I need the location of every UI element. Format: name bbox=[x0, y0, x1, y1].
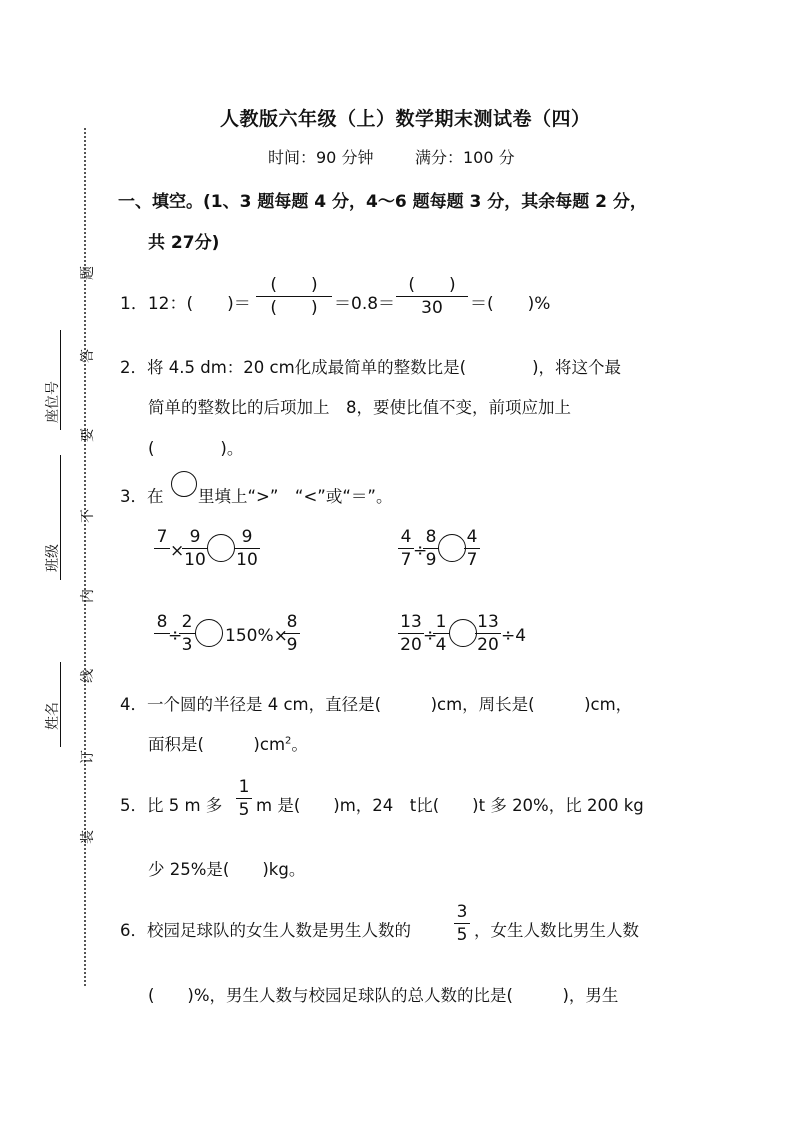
q1-fraction-2 bbox=[396, 275, 468, 318]
q3-lead: 3．在 bbox=[120, 487, 164, 506]
q2-line2: 简单的整数比的后项加上 8，要使比值不变，前项应加上 bbox=[148, 398, 571, 417]
section-heading: 一、填空。(1、3 题每题 4 分，4～6 题每题 3 分，其余每题 2 分， bbox=[118, 192, 647, 212]
q6-fraction bbox=[454, 902, 470, 945]
q1-frac1-num[interactable]: ( ) bbox=[270, 275, 318, 295]
q3b-left-fraction bbox=[398, 527, 414, 570]
binding-dotted-line bbox=[84, 128, 86, 986]
q1-eq: ＝0.8＝ bbox=[334, 294, 396, 314]
frac-den: 5 bbox=[238, 800, 250, 820]
binding-char: 答 bbox=[80, 349, 96, 363]
q3c-op: ÷ bbox=[168, 626, 183, 646]
frac-num: 9 bbox=[241, 527, 253, 547]
q4-line2-text: 面积是( )cm bbox=[148, 735, 286, 754]
q5-lead: 5．比 5 m 多 bbox=[120, 796, 223, 815]
q6-tail: ，女生人数比男生人数 bbox=[474, 921, 639, 940]
compare-circle-icon bbox=[171, 471, 197, 497]
q3b-mid-fraction bbox=[423, 527, 439, 570]
q3a-op: × bbox=[170, 541, 185, 561]
compare-circle-d[interactable] bbox=[449, 619, 477, 647]
binding-char: 内 bbox=[80, 589, 96, 603]
compare-circle-b[interactable] bbox=[438, 534, 466, 562]
time-limit: 时间：90 分钟 bbox=[268, 148, 374, 167]
frac-den bbox=[154, 550, 170, 570]
q3b-right-fraction bbox=[464, 527, 480, 570]
q3c-right: 150%× bbox=[225, 626, 288, 646]
binding-char: 装 bbox=[80, 830, 96, 844]
q3d-mid-fraction bbox=[433, 612, 449, 655]
q5-tail: m 是( )m，24 t比( )t 多 20%，比 200 kg bbox=[256, 796, 644, 815]
q3a-left-fraction bbox=[154, 527, 170, 570]
binding-char: 线 bbox=[80, 669, 96, 683]
name-label: 姓名 bbox=[45, 702, 61, 730]
frac-num: 1 bbox=[435, 612, 447, 632]
compare-circle-a[interactable] bbox=[207, 534, 235, 562]
q6-line2: ( )%，男生人数与校园足球队的总人数的比是( )，男生 bbox=[148, 986, 619, 1005]
frac-den: 9 bbox=[286, 635, 298, 655]
q4-line1: 4．一个圆的半径是 4 cm，直径是( )cm，周长是( )cm， bbox=[120, 695, 633, 714]
q3d-op: ÷ bbox=[423, 626, 438, 646]
q3d-right-fraction bbox=[475, 612, 501, 655]
frac-num: 9 bbox=[189, 527, 201, 547]
name-line[interactable] bbox=[60, 662, 61, 747]
q3a-mid-fraction bbox=[182, 527, 208, 570]
frac-num: 3 bbox=[456, 902, 468, 922]
q3b-op: ÷ bbox=[413, 541, 428, 561]
frac-den: 20 bbox=[477, 635, 499, 655]
class-line[interactable] bbox=[60, 455, 61, 580]
frac-den: 7 bbox=[400, 550, 412, 570]
binding-char: 订 bbox=[80, 750, 96, 764]
binding-char: 不 bbox=[80, 509, 96, 523]
frac-den: 9 bbox=[425, 550, 437, 570]
frac-den: 7 bbox=[466, 550, 478, 570]
q3d-tail: ÷4 bbox=[501, 626, 527, 646]
q3d-left-fraction bbox=[398, 612, 424, 655]
seat-number-line[interactable] bbox=[60, 330, 61, 430]
q1-lead: 1．12：( )＝ bbox=[120, 294, 251, 314]
q3-tail: 里填上“>” “<”或“＝”。 bbox=[198, 487, 393, 506]
q3a-right-fraction bbox=[234, 527, 260, 570]
frac-den: 3 bbox=[181, 635, 193, 655]
q5-line2: 少 25%是( )kg。 bbox=[148, 860, 306, 879]
q1-frac2-den: 30 bbox=[421, 298, 443, 318]
frac-num: 4 bbox=[466, 527, 478, 547]
binding-char: 要 bbox=[80, 428, 96, 442]
q2-line1: 2．将 4.5 dm：20 cm化成最简单的整数比是( )，将这个最 bbox=[120, 358, 622, 377]
q4-sup: 2 bbox=[285, 735, 292, 747]
section-heading-cont: 共 27分) bbox=[148, 233, 220, 253]
frac-num: 8 bbox=[425, 527, 437, 547]
q5-fraction bbox=[236, 777, 252, 820]
frac-den: 4 bbox=[435, 635, 447, 655]
q1-tail: ＝( )% bbox=[470, 294, 551, 314]
frac-num: 1 bbox=[238, 777, 250, 797]
frac-den: 20 bbox=[400, 635, 422, 655]
q1-fraction-1 bbox=[256, 275, 332, 318]
frac-num: 8 bbox=[286, 612, 298, 632]
q2-line3: ( )。 bbox=[148, 439, 244, 458]
seat-number-label: 座位号 bbox=[45, 381, 61, 423]
frac-num: 2 bbox=[181, 612, 193, 632]
frac-den: 5 bbox=[456, 925, 468, 945]
frac-num: 13 bbox=[477, 612, 499, 632]
frac-num: 8 bbox=[156, 612, 168, 632]
q4-line2 bbox=[148, 731, 308, 755]
q3c-right-fraction bbox=[284, 612, 300, 655]
frac-den: 10 bbox=[236, 550, 258, 570]
class-label: 班级 bbox=[45, 544, 61, 572]
frac-num: 7 bbox=[156, 527, 168, 547]
frac-num: 13 bbox=[400, 612, 422, 632]
frac-den: 10 bbox=[184, 550, 206, 570]
frac-num: 4 bbox=[400, 527, 412, 547]
q4-line2-end: 。 bbox=[291, 735, 308, 754]
page-title: 人教版六年级（上）数学期末测试卷（四） bbox=[220, 108, 591, 130]
compare-circle-c[interactable] bbox=[195, 619, 223, 647]
full-score: 满分：100 分 bbox=[415, 148, 515, 167]
q1-frac1-den[interactable]: ( ) bbox=[270, 298, 318, 318]
q6-lead: 6．校园足球队的女生人数是男生人数的 bbox=[120, 921, 411, 940]
q3c-mid-fraction bbox=[179, 612, 195, 655]
binding-char: 题 bbox=[80, 266, 96, 280]
q1-frac2-num[interactable]: ( ) bbox=[408, 275, 456, 295]
